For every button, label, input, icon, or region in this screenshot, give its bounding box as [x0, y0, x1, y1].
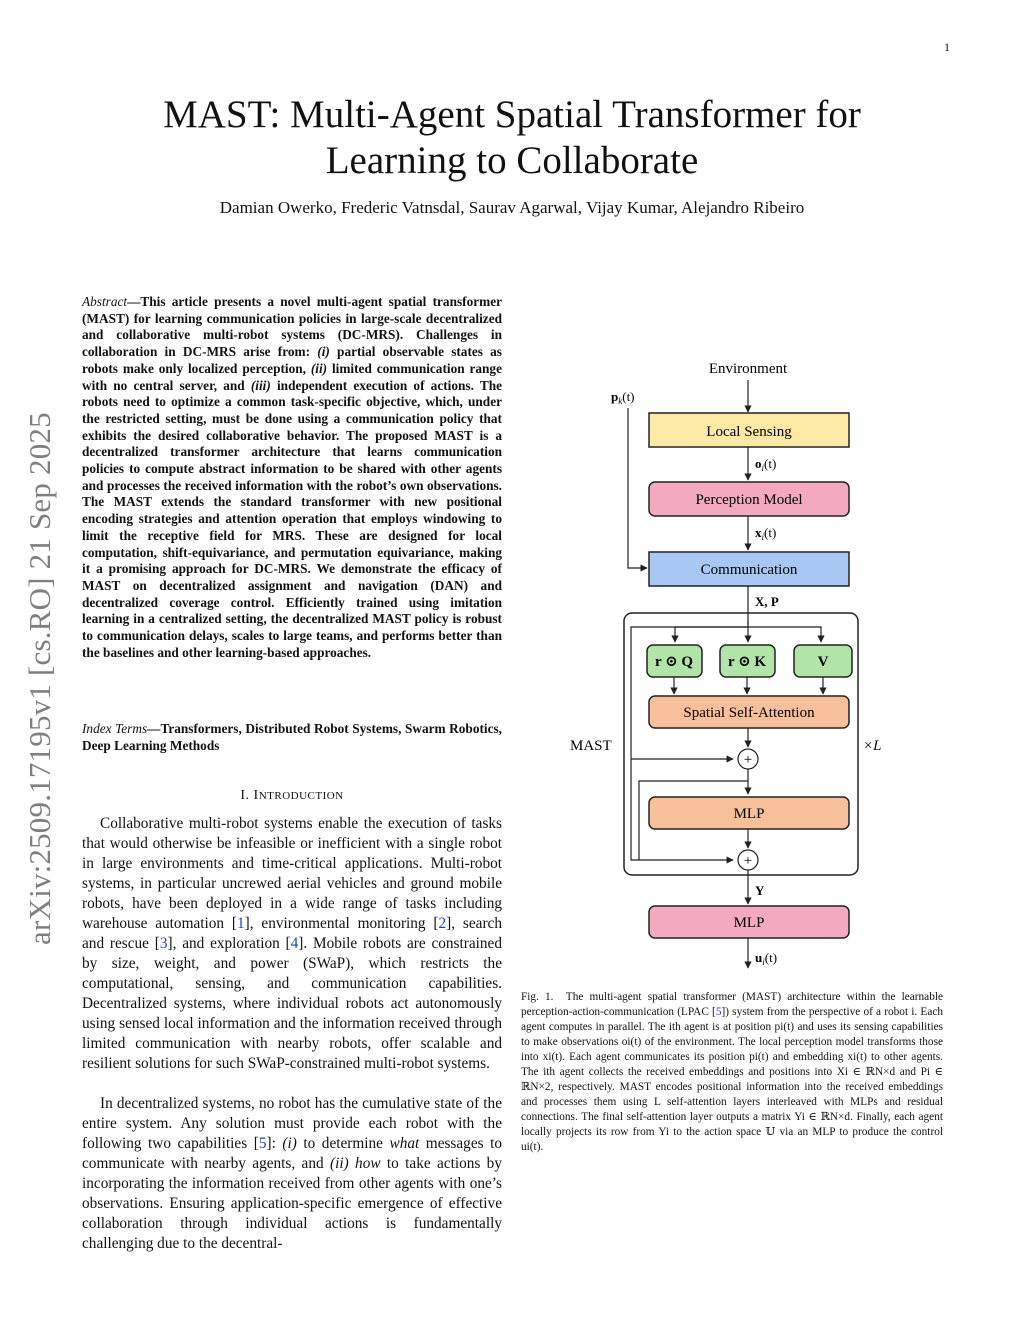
enum-marker: (ii) how	[330, 1155, 381, 1172]
caption-text: ]) system from the perspective of a robot i. Each agent computes in parallel. The ith agent is at position pi(t) and uses its sensing capabilities to make observations oi(t) of the environment. The local perception model transforms those into xi(t). Each agent communicates its position pi(t) and embedding xi(t) to other agents. The ith agent collects the received embeddings and positions into Xi ∈ ℝN×d and Pi ∈ ℝN×2, respectively. MAST encodes positional information into the received embeddings and processes them using L self-attention layers interleaved with MLPs and residual connections. The final self-attention layer outputs a matrix Yi ∈ ℝN×d. Finally, each agent locally projects its row from Yi to the action space 𝕌 via an MLP to produce the control ui(t).	[521, 1006, 943, 1153]
section-title-cap: I	[253, 788, 259, 803]
index-terms-text: —Transformers, Distributed Robot Systems, Swarm Robotics, Deep Learning Methods	[82, 721, 502, 753]
outer-mlp-label: MLP	[733, 915, 765, 931]
environment-label: Environment	[708, 361, 788, 377]
section-heading	[82, 788, 502, 804]
xp-label: X, P	[755, 594, 779, 609]
text-run: to take actions by incorporating the information received from other agents with one’s observations. Ensuring application-specific emergence of effective collaboration through individual actions is fundamentally challenging due to the decentral-	[82, 1155, 502, 1252]
plus-sign: +	[743, 853, 753, 869]
section-title-rest: NTRODUCTION	[258, 790, 344, 802]
abstract-enum: (ii)	[310, 360, 328, 376]
rq-label: r ⊙ Q	[654, 654, 694, 670]
text-run: Collaborative multi-robot systems enable the execution of tasks that would otherwise be infeasible or inefficient with a single robot in large environments and time-critical applications. Multi-robot systems, in particular uncrewed aerial vehicles and ground mobile robots, have been deployed in a wide range of tasks including warehouse automation [	[82, 815, 502, 932]
text-run: ], environmental monitoring [	[244, 915, 439, 932]
abstract-text: limited communication range with no central server, and	[82, 360, 502, 393]
citation-link[interactable]: 2	[438, 915, 447, 932]
citation-link[interactable]: 3	[159, 935, 168, 952]
xi-label: $x_i(t)$	[755, 525, 777, 542]
pk-label: $p_k(t)$	[611, 389, 635, 406]
arrow	[628, 408, 647, 568]
text-run: messages to communicate with nearby agents, and	[82, 1135, 503, 1172]
abstract-text: —This article presents a novel multi-agent spatial transformer (MAST) for learning communication policies in large-scale decentralized and collaborative multi-robot systems (DC-MRS). Challenges in collaboration in DC-MRS arise from:	[82, 294, 502, 360]
arrow	[748, 627, 821, 642]
abstract	[82, 294, 502, 661]
abstract-text: partial observable states as robots make only localized perception,	[82, 344, 502, 376]
text-run: ]:	[266, 1135, 283, 1152]
communication-label: Communication	[700, 562, 798, 578]
index-terms	[82, 721, 502, 754]
text-run: ], search and rescue [	[82, 915, 502, 952]
text-run: to determine	[296, 1135, 390, 1152]
local-sensing-label: Local Sensing	[706, 424, 792, 440]
mast-label: MAST	[570, 738, 612, 754]
text-run: In decentralized systems, no robot has the cumulative state of the entire system. Any solution must provide each robot with the following two capabilities [	[82, 1095, 502, 1152]
times-l-label: ×L	[863, 738, 882, 754]
enum-marker: (i)	[282, 1135, 297, 1152]
ui-label: $u_i(t)$	[755, 950, 778, 967]
abstract-lead: Abstract	[82, 294, 128, 309]
abstract-enum: (iii)	[250, 377, 271, 393]
architecture-figure	[525, 350, 965, 980]
plus-sign: +	[743, 752, 753, 768]
paper-title: MAST: Multi-Agent Spatial Transformer for Learning to Collaborate	[163, 93, 861, 182]
figure-caption	[521, 990, 943, 1155]
author-list: Damian Owerko, Frederic Vatnsdal, Saurav Agarwal, Vijay Kumar, Alejandro Ribeiro	[219, 198, 805, 217]
caption-text: The multi-agent spatial transformer (MAST) architecture within the learnable perception-action-communication (LPAC [	[521, 991, 943, 1018]
arrow	[675, 627, 748, 642]
y-label: Y	[755, 883, 765, 898]
caption-label: Fig. 1.	[521, 991, 554, 1003]
index-terms-lead: Index Terms	[82, 721, 148, 736]
spatial-self-attention-label: Spatial Self-Attention	[683, 705, 815, 721]
perception-model-label: Perception Model	[695, 492, 803, 508]
v-label: V	[817, 654, 829, 670]
inner-mlp-label: MLP	[733, 806, 765, 822]
abstract-text: independent execution of actions. The robots need to optimize a common task-specific objective, which, under the restricted setting, must be done using a communication policy that exhibits the desired collaborative behavior. The proposed MAST is a decentralized transformer architecture that learns communication policies to compute abstract information to be shared with other agents and processes the received information with the robot’s own observations. The MAST extends the standard transformer with new positional encoding strategies and attention operation that employs windowing to limit the receptive field for MRS. These are designed for local computation, shift-equivariance, and permutation equivariance, making it a promising approach for DC-MRS. We demonstrate the efficacy of MAST on decentralized assignment and navigation (DAN) and decentralized coverage control. Efficiently trained using imitation learning in a centralized setting, the decentralized MAST policy is robust to communication delays, scales to large teams, and performs better than the baselines and other learning-based approaches.	[82, 377, 502, 660]
rk-label: r ⊙ K	[727, 654, 767, 670]
citation-link[interactable]: 5	[258, 1135, 267, 1152]
citation-link[interactable]: 1	[237, 915, 245, 932]
section-numeral: I.	[240, 788, 254, 803]
intro-paragraph	[82, 814, 502, 1074]
oi-label: $o_i(t)$	[755, 456, 777, 473]
intro-paragraph	[82, 1094, 502, 1254]
text-run: ], and exploration [	[167, 935, 291, 952]
abstract-enum: (i)	[317, 344, 330, 360]
text-run: ]. Mobile robots are constrained by size, weight, and power (SWaP), which restricts the computational, sensing, and communication capabilities. Decentralized systems, where individual robots act autonomously using sensed local information and the information received through limited communication with nearby robots, offer scalable and resilient solutions for such SWaP-constrained multi-robot systems.	[82, 935, 502, 1072]
citation-link[interactable]: 4	[290, 935, 299, 952]
emphasis: what	[389, 1135, 420, 1152]
arxiv-identifier-text: arXiv:2509.17195v1 [cs.RO] 21 Sep 2025	[22, 412, 57, 945]
page-number: 1	[944, 40, 950, 54]
citation-link[interactable]: 5	[715, 1006, 722, 1018]
